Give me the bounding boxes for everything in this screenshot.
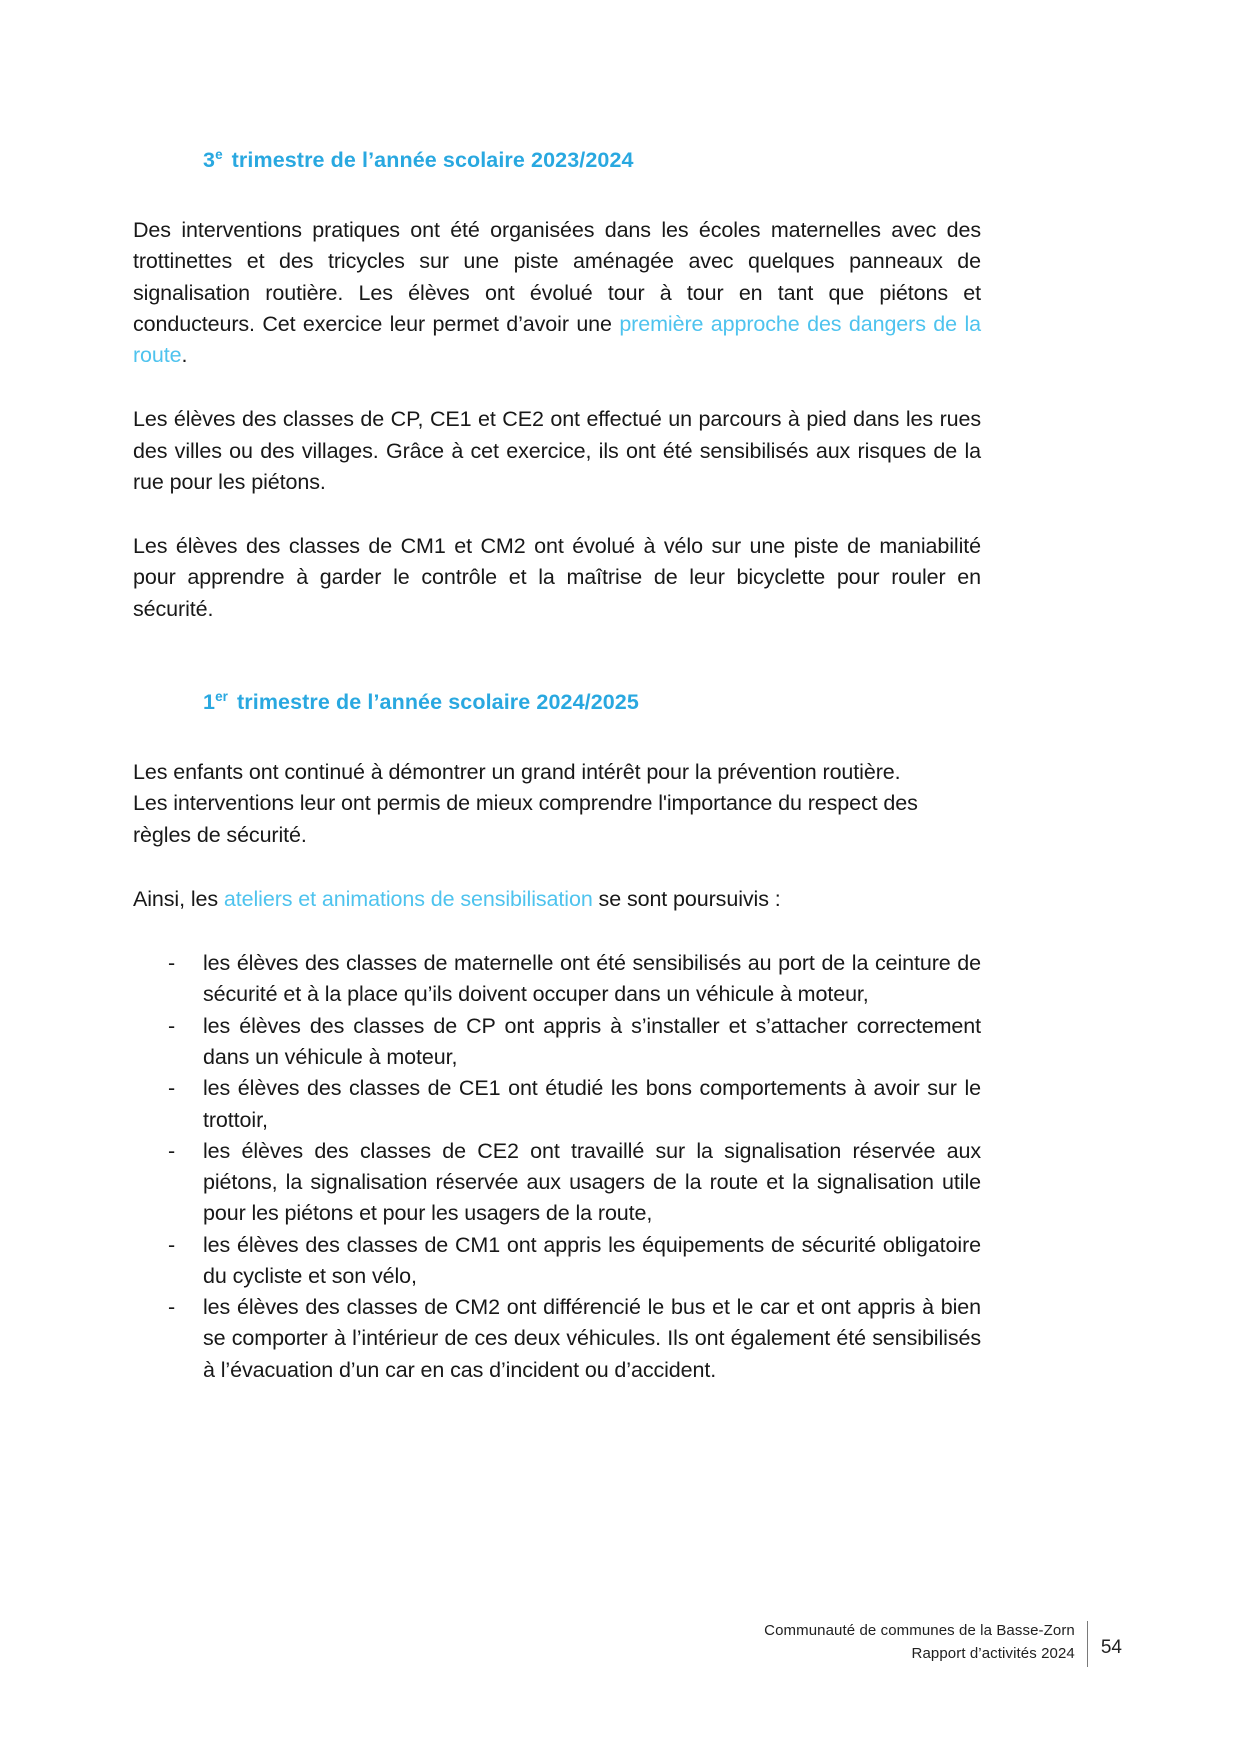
paragraph-1 xyxy=(133,215,981,371)
list-item xyxy=(133,1292,981,1386)
spacer xyxy=(133,371,981,404)
list-item xyxy=(133,1230,981,1293)
bullet-list xyxy=(133,948,981,1386)
spacer xyxy=(133,498,981,531)
bullet-dash-marker: - xyxy=(168,1295,176,1320)
list-item-text: les élèves des classes de CM1 ont appris les équipements de sécurité obligatoire du cycliste et son vélo, xyxy=(203,1232,981,1288)
page-number: 54 xyxy=(1100,1637,1122,1658)
heading-1-ordinal-suffix: e xyxy=(215,146,223,162)
list-item-text: les élèves des classes de maternelle ont été sensibilisés au port de la ceinture de sécurité et à la place qu’ils doivent occuper dans un véhicule à moteur, xyxy=(203,951,981,1007)
bullet-dash-marker: - xyxy=(168,1013,176,1038)
paragraph-6-text: Ainsi, les xyxy=(133,886,224,911)
bullet-dash-marker: - xyxy=(168,1138,176,1163)
list-item xyxy=(133,948,981,1011)
list-item xyxy=(133,1136,981,1230)
section-heading-2-wrapper xyxy=(133,689,981,717)
spacer xyxy=(133,175,981,215)
list-item-text: les élèves des classes de CP ont appris à s’installer et s’attacher correctement dans un véhicule à moteur, xyxy=(203,1013,981,1069)
paragraph-3: Les élèves des classes de CM1 et CM2 ont évolué à vélo sur une piste de maniabilité pour apprendre à garder le contrôle et la maîtrise de leur bicyclette pour rouler en sécurité. xyxy=(133,534,981,621)
footer-inner xyxy=(764,1620,1122,1667)
paragraph-1-tail: . xyxy=(181,343,188,368)
spacer xyxy=(133,915,981,948)
spacer xyxy=(133,851,981,884)
heading-2-ordinal-suffix: er xyxy=(215,688,229,704)
footer-line-1: Communauté de communes de la Basse-Zorn xyxy=(764,1622,1075,1639)
list-item-text: les élèves des classes de CM2 ont différencié le bus et le car et ont appris à bien se comporter à l’intérieur de ces deux véhicules. Ils ont également été sensibilisés à l’évacuation d’un car en cas d’incident ou d’accident. xyxy=(203,1295,981,1382)
list-item-text: les élèves des classes de CE2 ont travaillé sur la signalisation réservée aux piétons, la signalisation réservée aux usagers de la route et la signalisation utile pour les piétons et pour les usagers de la route, xyxy=(203,1138,981,1226)
paragraph-6 xyxy=(133,884,981,915)
bullet-dash-marker: - xyxy=(168,1076,176,1101)
heading-2-number: 1 xyxy=(203,690,216,715)
heading-1-text: trimestre de l’année scolaire 2023/2024 xyxy=(231,148,634,172)
list-item-text: les élèves des classes de CE1 ont étudié les bons comportements à avoir sur le trottoir, xyxy=(203,1076,981,1132)
section-heading-1 xyxy=(203,147,981,175)
paragraph-2: Les élèves des classes de CP, CE1 et CE2 ont effectué un parcours à pied dans les rues des villes ou des villages. Grâce à cet exercice, ils ont été sensibilisés aux risques de la rue pour les piétons. xyxy=(133,407,981,494)
section-heading-1-wrapper xyxy=(133,147,981,175)
list-item xyxy=(133,1073,981,1136)
page-footer xyxy=(0,1620,1240,1690)
section-heading-2 xyxy=(203,689,981,717)
footer-organisation xyxy=(764,1620,1087,1666)
paragraph-1-highlight: première approche des dangers de la route xyxy=(133,311,981,368)
footer-line-2: Rapport d’activités 2024 xyxy=(911,1644,1075,1662)
paragraph-6-highlight: ateliers et animations de sensibilisation xyxy=(223,886,593,911)
paragraph-4: Les enfants ont continué à démontrer un grand intérêt pour la prévention routière. xyxy=(133,759,901,784)
page-content xyxy=(133,133,981,1386)
paragraph-1-text: Des interventions pratiques ont été organisées dans les écoles maternelles avec des trottinettes et des tricycles sur une piste aménagée avec quelques panneaux de signalisation routière. Les élèves ont évolué tour à tour en tant que piétons et conducteurs. Cet exercice leur permet d’avoir une xyxy=(133,217,981,336)
bullet-dash-marker: - xyxy=(168,1232,176,1257)
paragraph-5: Les interventions leur ont permis de mieux comprendre l'importance du respect des règles de sécurité. xyxy=(133,791,918,847)
heading-1-number: 3 xyxy=(203,148,216,172)
heading-2-text: trimestre de l’année scolaire 2024/2025 xyxy=(237,690,639,715)
spacer xyxy=(133,717,981,757)
paragraph-6-tail: se sont poursuivis : xyxy=(592,886,781,911)
bullet-dash-marker: - xyxy=(168,951,176,976)
list-item xyxy=(133,1011,981,1074)
